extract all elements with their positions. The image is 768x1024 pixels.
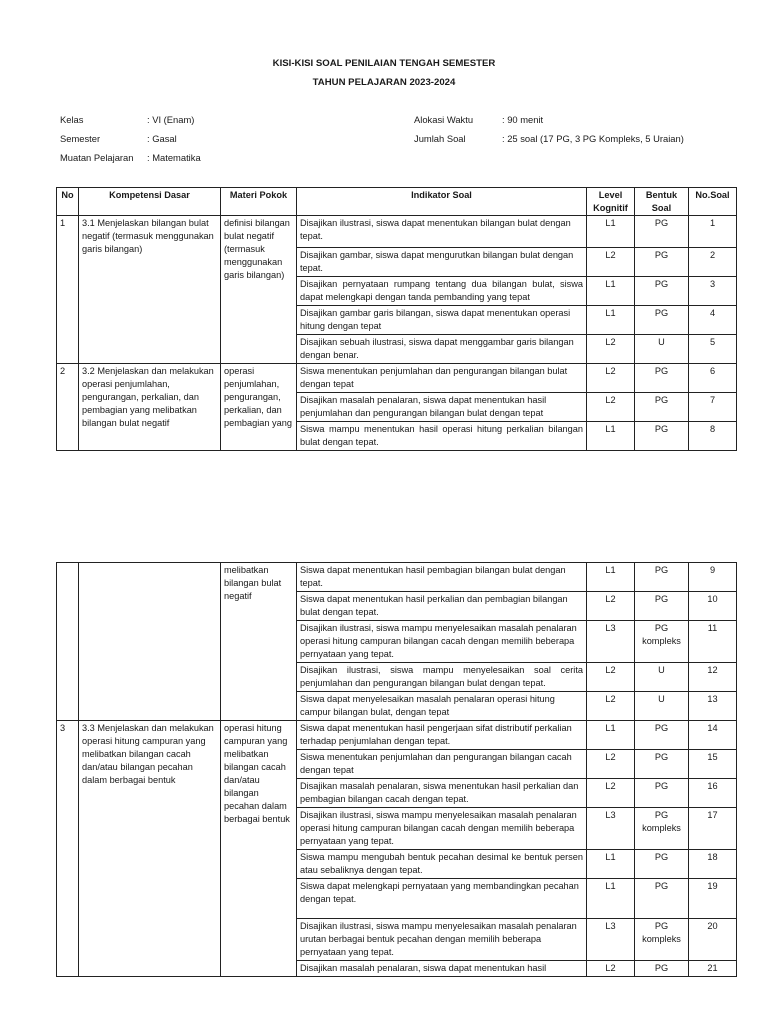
group-kompetensi-dasar: 3.2 Menjelaskan dan melakukan operasi penjumlahan, pengurangan, perkalian, dan pembagian yang melibatkan bilangan bulat negatif [79, 364, 221, 451]
level-cell: L1 [587, 850, 635, 879]
table-row [57, 563, 737, 592]
nosoal-cell: 6 [689, 364, 737, 393]
document-subtitle: TAHUN PELAJARAN 2023-2024 [312, 77, 456, 88]
level-cell: L3 [587, 919, 635, 961]
group-materi-pokok: operasi hitung campuran yang melibatkan bilangan cacah dan/atau bilangan pecahan dalam berbagai bentuk [221, 721, 297, 977]
indikator-cell: Disajikan ilustrasi, siswa mampu menyelesaikan masalah penalaran urutan berbagai bentuk pecahan dengan memilih beberapa pernyataan yang tepat. [297, 919, 587, 961]
group-materi-pokok: operasi penjumlahan, pengurangan, perkalian, dan pembagian yang [221, 364, 297, 451]
indikator-cell: Siswa mampu menentukan hasil operasi hitung perkalian bilangan bulat dengan tepat. [297, 422, 587, 451]
group-materi-pokok: melibatkan bilangan bulat negatif [221, 563, 297, 721]
bentuk-cell: PG [635, 563, 689, 592]
nosoal-cell: 8 [689, 422, 737, 451]
nosoal-cell: 10 [689, 592, 737, 621]
bentuk-cell: PG [635, 850, 689, 879]
indikator-cell: Disajikan sebuah ilustrasi, siswa dapat menggambar garis bilangan dengan benar. [297, 335, 587, 364]
bentuk-cell: PG [635, 306, 689, 335]
nosoal-cell: 15 [689, 750, 737, 779]
mapel-label: Muatan Pelajaran [60, 152, 134, 163]
level-cell: L2 [587, 248, 635, 277]
nosoal-cell: 5 [689, 335, 737, 364]
nosoal-cell: 3 [689, 277, 737, 306]
indikator-cell: Siswa menentukan penjumlahan dan pengurangan bilangan bulat dengan tepat [297, 364, 587, 393]
nosoal-cell: 7 [689, 393, 737, 422]
level-cell: L2 [587, 663, 635, 692]
group-kompetensi-dasar [79, 563, 221, 721]
indikator-cell: Siswa menentukan penjumlahan dan pengurangan bilangan cacah dengan tepat [297, 750, 587, 779]
nosoal-cell: 13 [689, 692, 737, 721]
bentuk-cell: PG [635, 422, 689, 451]
jumlah-label: Jumlah Soal [414, 133, 466, 144]
nosoal-cell: 20 [689, 919, 737, 961]
alokasi-value: : 90 menit [502, 114, 544, 125]
jumlah-value: : 25 soal (17 PG, 3 PG Kompleks, 5 Uraian) [502, 133, 684, 144]
level-cell: L2 [587, 961, 635, 977]
indikator-cell: Disajikan ilustrasi, siswa dapat menentukan bilangan bulat dengan tepat. [297, 216, 587, 248]
indikator-cell: Disajikan masalah penalaran, siswa dapat menentukan hasil [297, 961, 587, 977]
bentuk-cell: PG [635, 721, 689, 750]
bentuk-cell: U [635, 692, 689, 721]
bentuk-cell: PG [635, 779, 689, 808]
semester-label: Semester [60, 133, 101, 144]
bentuk-cell: PG [635, 277, 689, 306]
table-row [57, 721, 737, 750]
header-no-soal: No.Soal [689, 188, 737, 216]
indikator-cell: Siswa mampu mengubah bentuk pecahan desimal ke bentuk persen atau sebaliknya dengan tepat. [297, 850, 587, 879]
header-indikator-soal: Indikator Soal [297, 188, 587, 216]
mapel-value: : Matematika [147, 152, 201, 163]
indikator-cell: Disajikan masalah penalaran, siswa dapat menentukan hasil penjumlahan dan pengurangan bilangan bulat dengan tepat [297, 393, 587, 422]
document-title: KISI-KISI SOAL PENILAIAN TENGAH SEMESTER [272, 58, 496, 69]
indikator-cell: Disajikan gambar, siswa dapat mengurutkan bilangan bulat dengan tepat. [297, 248, 587, 277]
nosoal-cell: 21 [689, 961, 737, 977]
level-cell: L3 [587, 621, 635, 663]
nosoal-cell: 16 [689, 779, 737, 808]
kisi-table-part2 [56, 562, 737, 977]
bentuk-cell: PG [635, 879, 689, 919]
level-cell: L1 [587, 721, 635, 750]
indikator-cell: Disajikan ilustrasi, siswa mampu menyelesaikan masalah penalaran operasi hitung campuran bilangan cacah dengan memilih beberapa pernyataan yang tepat. [297, 808, 587, 850]
nosoal-cell: 14 [689, 721, 737, 750]
bentuk-cell: PG [635, 364, 689, 393]
level-cell: L1 [587, 422, 635, 451]
kisi-table-part1 [56, 187, 737, 451]
level-cell: L2 [587, 779, 635, 808]
level-cell: L2 [587, 335, 635, 364]
bentuk-cell: PG kompleks [635, 621, 689, 663]
level-cell: L1 [587, 306, 635, 335]
bentuk-cell: PG kompleks [635, 919, 689, 961]
nosoal-cell: 4 [689, 306, 737, 335]
indikator-cell: Siswa dapat melengkapi pernyataan yang membandingkan pecahan dengan tepat. [297, 879, 587, 919]
bentuk-cell: U [635, 335, 689, 364]
level-cell: L3 [587, 808, 635, 850]
indikator-cell: Disajikan ilustrasi, siswa mampu menyelesaikan masalah penalaran operasi hitung campuran bilangan cacah dengan memilih beberapa pernyataan yang tepat. [297, 621, 587, 663]
nosoal-cell: 18 [689, 850, 737, 879]
header-kompetensi-dasar: Kompetensi Dasar [79, 188, 221, 216]
table-row [57, 216, 737, 248]
group-no [57, 563, 79, 721]
nosoal-cell: 19 [689, 879, 737, 919]
level-cell: L2 [587, 692, 635, 721]
kelas-label: Kelas [60, 114, 84, 125]
nosoal-cell: 1 [689, 216, 737, 248]
indikator-cell: Siswa dapat menentukan hasil perkalian dan pembagian bilangan bulat dengan tepat. [297, 592, 587, 621]
level-cell: L2 [587, 364, 635, 393]
level-cell: L2 [587, 393, 635, 422]
bentuk-cell: U [635, 663, 689, 692]
nosoal-cell: 17 [689, 808, 737, 850]
group-kompetensi-dasar: 3.1 Menjelaskan bilangan bulat negatif (termasuk menggunakan garis bilangan) [79, 216, 221, 364]
header-level-kognitif: Level Kognitif [587, 188, 635, 216]
indikator-cell: Disajikan masalah penalaran, siswa menentukan hasil perkalian dan pembagian bilangan cacah dengan tepat. [297, 779, 587, 808]
nosoal-cell: 11 [689, 621, 737, 663]
group-no: 1 [57, 216, 79, 364]
indikator-cell: Disajikan pernyataan rumpang tentang dua bilangan bulat, siswa dapat melengkapi dengan tanda pembanding yang tepat [297, 277, 587, 306]
kelas-value: : VI (Enam) [147, 114, 195, 125]
header-no: No [57, 188, 79, 216]
indikator-cell: Siswa dapat menentukan hasil pembagian bilangan bulat dengan tepat. [297, 563, 587, 592]
level-cell: L2 [587, 592, 635, 621]
group-no: 2 [57, 364, 79, 451]
bentuk-cell: PG [635, 393, 689, 422]
table-row [57, 364, 737, 393]
group-kompetensi-dasar: 3.3 Menjelaskan dan melakukan operasi hitung campuran yang melibatkan bilangan cacah dan/atau bilangan pecahan dalam berbagai bentuk [79, 721, 221, 977]
level-cell: L1 [587, 216, 635, 248]
bentuk-cell: PG [635, 961, 689, 977]
level-cell: L1 [587, 563, 635, 592]
nosoal-cell: 12 [689, 663, 737, 692]
indikator-cell: Siswa dapat menyelesaikan masalah penalaran operasi hitung campur bilangan bulat, dengan tepat [297, 692, 587, 721]
alokasi-label: Alokasi Waktu [414, 114, 474, 125]
bentuk-cell: PG [635, 216, 689, 248]
bentuk-cell: PG kompleks [635, 808, 689, 850]
semester-value: : Gasal [147, 133, 177, 144]
indikator-cell: Disajikan gambar garis bilangan, siswa dapat menentukan operasi hitung dengan tepat [297, 306, 587, 335]
nosoal-cell: 2 [689, 248, 737, 277]
indikator-cell: Disajikan ilustrasi, siswa mampu menyelesaikan soal cerita penjumlahan dan pengurangan bilangan bulat dengan tepat. [297, 663, 587, 692]
bentuk-cell: PG [635, 750, 689, 779]
header-materi-pokok: Materi Pokok [221, 188, 297, 216]
header-bentuk-soal: Bentuk Soal [635, 188, 689, 216]
level-cell: L1 [587, 277, 635, 306]
level-cell: L1 [587, 879, 635, 919]
level-cell: L2 [587, 750, 635, 779]
group-no: 3 [57, 721, 79, 977]
bentuk-cell: PG [635, 592, 689, 621]
bentuk-cell: PG [635, 248, 689, 277]
nosoal-cell: 9 [689, 563, 737, 592]
indikator-cell: Siswa dapat menentukan hasil pengerjaan sifat distributif perkalian terhadap penjumlahan dengan tepat. [297, 721, 587, 750]
group-materi-pokok: definisi bilangan bulat negatif (termasuk menggunakan garis bilangan) [221, 216, 297, 364]
